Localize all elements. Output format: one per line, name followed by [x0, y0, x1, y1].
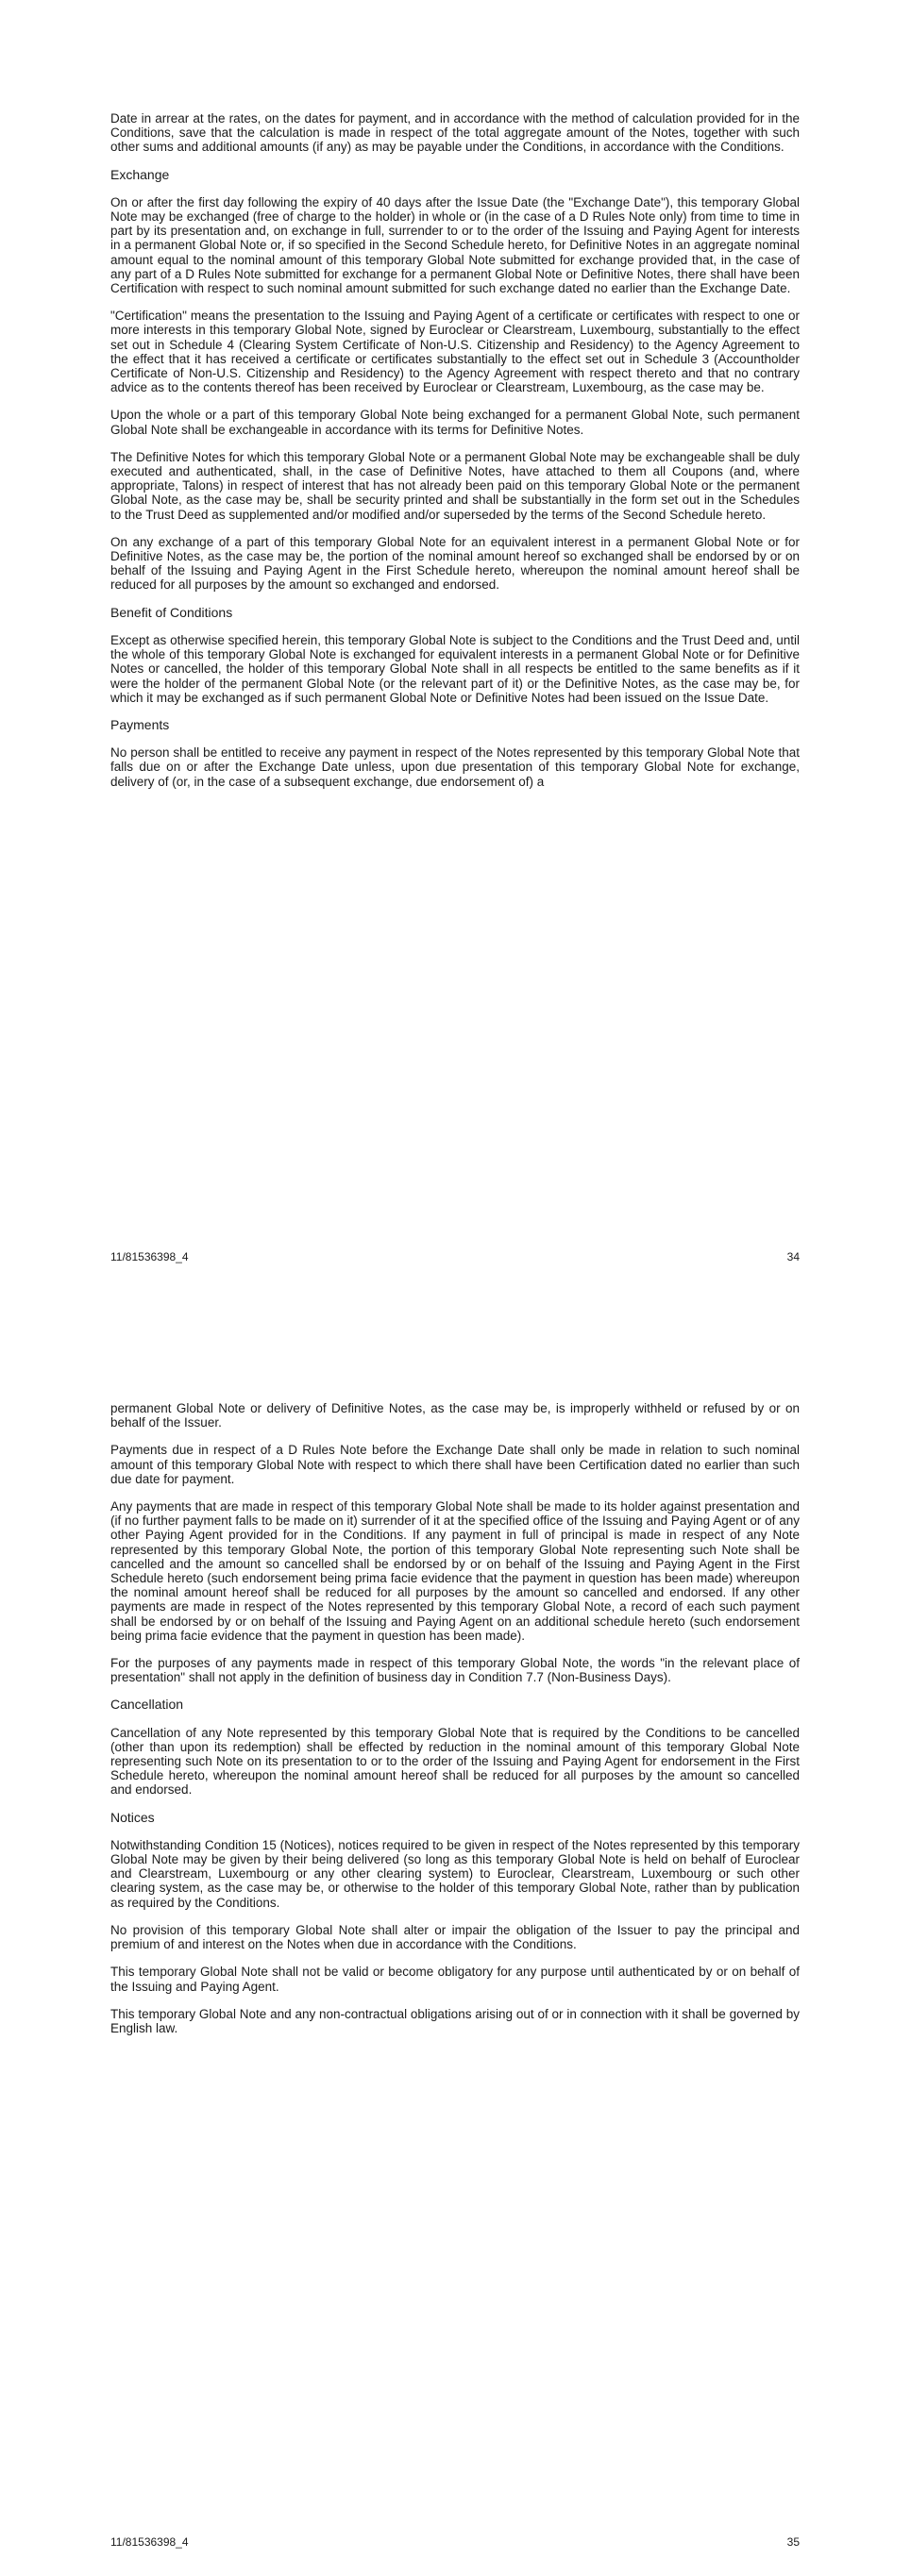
section-heading-benefit-of-conditions: Benefit of Conditions — [110, 604, 233, 620]
paragraph-cancellation: Cancellation of any Note represented by this temporary Global Note that is required by the Conditions to be cancelled (other than upon its redemption) shall be effected by reduction in the nominal amount of this temporary Global Note representing such Note on its presentation to or to the order of the Issuing and Paying Agent for endorsement in the First Schedule hereto, whereupon the nominal amount hereof shall be reduced for all purposes by the amount so cancelled and endorsed. — [110, 1725, 800, 1798]
page-footer — [110, 2535, 800, 2549]
paragraph-exchange-terms: On or after the first day following the expiry of 40 days after the Issue Date (the "Exchange Date"), this temporary Global Note may be exchanged (free of charge to the holder) in whole or (in the case of a D Rules Note only) from time to time in part by its presentation and, on exchange in full, surrender to or to the order of the Issuing and Paying Agent for interests in a permanent Global Note or, if so specified in the Second Schedule hereto, for Definitive Notes in an aggregate nominal amount equal to the nominal amount of this temporary Global Note submitted for exchange provided that, in the case of any part of a D Rules Note submitted for exchange for a permanent Global Note or Definitive Notes, there shall have been Certification with respect to such nominal amount submitted for such exchange dated no earlier than the Exchange Date. — [110, 194, 800, 296]
paragraph-notices: Notwithstanding Condition 15 (Notices), notices required to be given in respect of the Notes represented by this temporary Global Note may be given by their being delivered (so long as this temporary Global Note is held on behalf of Euroclear and Clearstream, Luxembourg or any other clearing system) to Euroclear, Clearstream, Luxembourg or such other clearing system, as the case may be, or otherwise to the holder of this temporary Global Note, rather than by publication as required by the Conditions. — [110, 1837, 800, 1910]
paragraph-payments-entitlement: No person shall be entitled to receive any payment in respect of the Notes represented by this temporary Global Note that falls due on or after the Exchange Date unless, upon due presentation of this temporary Global Note for exchange, delivery of (or, in the case of a subsequent exchange, due endorsement of) a — [110, 745, 800, 789]
page-body — [110, 1401, 800, 2049]
section-heading-payments: Payments — [110, 716, 170, 732]
footer-page-number: 34 — [786, 1250, 800, 1263]
paragraph-issuer-obligation: No provision of this temporary Global Note shall alter or impair the obligation of the Issuer to pay the principal and premium of and interest on the Notes when due in accordance with the Conditions. — [110, 1922, 800, 1952]
paragraph-governing-law: This temporary Global Note and any non-contractual obligations arising out of or in connection with it shall be governed by English law. — [110, 2006, 800, 2035]
footer-document-reference: 11/81536398_4 — [110, 1250, 189, 1263]
paragraph-d-rules-payments: Payments due in respect of a D Rules Note before the Exchange Date shall only be made in relation to such nominal amount of this temporary Global Note with respect to which there shall have been Certification dated no earlier than such due date for payment. — [110, 1443, 800, 1486]
paragraph-authentication: This temporary Global Note shall not be valid or become obligatory for any purpose until authenticated by or on behalf of the Issuing and Paying Agent. — [110, 1965, 800, 1994]
section-heading-cancellation: Cancellation — [110, 1697, 184, 1713]
page-footer — [110, 1250, 800, 1263]
document-page — [0, 1288, 911, 2576]
paragraph-benefit-of-conditions: Except as otherwise specified herein, this temporary Global Note is subject to the Conditions and the Trust Deed and, until the whole of this temporary Global Note is exchanged for equivalent interests in a permanent Global Note or for Definitive Notes or cancelled, the holder of this temporary Global Note shall in all respects be entitled to the same benefits as if it were the holder of the permanent Global Note (or the relevant part of it) or the Definitive Notes, as the case may be, for which it may be exchanged as if such permanent Global Note or Definitive Notes had been issued on the Issue Date. — [110, 632, 800, 705]
paragraph-partial-exchange: On any exchange of a part of this temporary Global Note for an equivalent interest in a permanent Global Note or for Definitive Notes, as the case may be, the portion of the nominal amount hereof so exchanged shall be endorsed by or on behalf of the Issuing and Paying Agent in the First Schedule hereto, whereupon the nominal amount hereof shall be reduced for all purposes by the amount so exchanged and endorsed. — [110, 534, 800, 593]
section-heading-exchange: Exchange — [110, 166, 170, 182]
paragraph-definitive-notes: The Definitive Notes for which this temporary Global Note or a permanent Global Note may be exchangeable shall be duly executed and authenticated, shall, in the case of Definitive Notes, have attached to them all Coupons (and, where appropriate, Talons) in respect of interest that has not already been paid on this temporary Global Note or the permanent Global Note, as the case may be, shall be security printed and shall be substantially in the form set out in the Schedules to the Trust Deed as supplemented and/or modified and/or superseded by the terms of the Second Schedule hereto. — [110, 449, 800, 522]
page-body — [110, 111, 800, 802]
paragraph-payments-continued: permanent Global Note or delivery of Definitive Notes, as the case may be, is improperly withheld or refused by or on behalf of the Issuer. — [110, 1401, 800, 1430]
paragraph-permanent-exchange: Upon the whole or a part of this temporary Global Note being exchanged for a permanent Global Note, such permanent Global Note shall be exchangeable in accordance with its terms for Definitive Notes. — [110, 408, 800, 437]
section-heading-notices: Notices — [110, 1809, 155, 1825]
paragraph-place-of-presentation: For the purposes of any payments made in respect of this temporary Global Note, the words "in the relevant place of presentation" shall not apply in the definition of business day in Condition 7.7 (Non-Business Days). — [110, 1656, 800, 1685]
paragraph-certification-definition: "Certification" means the presentation to the Issuing and Paying Agent of a certificate or certificates with respect to one or more interests in this temporary Global Note, signed by Euroclear or Clearstream, Luxembourg, substantially to the effect set out in Schedule 4 (Clearing System Certificate of Non-U.S. Citizenship and Residency) to the Agency Agreement to the effect that it has received a certificate or certificates substantially to the effect set out in Schedule 3 (Accountholder Certificate of Non-U.S. Citizenship and Residency) to the Agency Agreement with respect thereto and that no contrary advice as to the contents thereof has been received by Euroclear or Clearstream, Luxembourg, as the case may be. — [110, 309, 800, 395]
paragraph-interest-calculation: Date in arrear at the rates, on the dates for payment, and in accordance with the method of calculation provided for in the Conditions, save that the calculation is made in respect of the total aggregate amount of the Notes, together with such other sums and additional amounts (if any) as may be payable under the Conditions, in accordance with the Conditions. — [110, 111, 800, 155]
footer-document-reference: 11/81536398_4 — [110, 2535, 189, 2549]
paragraph-payment-presentation: Any payments that are made in respect of this temporary Global Note shall be made to its holder against presentation and (if no further payment falls to be made on it) surrender of it at the specified office of the Issuing and Paying Agent or of any other Paying Agent provided for in the Conditions. If any payment in full of principal is made in respect of any Note represented by this temporary Global Note, the portion of this temporary Global Note representing such Note shall be cancelled and the amount so cancelled shall be endorsed by or on behalf of the Issuing and Paying Agent in the First Schedule hereto (such endorsement being prima facie evidence that the payment in question has been made) whereupon the nominal amount hereof shall be reduced for all purposes by the amount so cancelled and endorsed. If any other payments are made in respect of the Notes represented by this temporary Global Note, a record of each such payment shall be endorsed by or on behalf of the Issuing and Paying Agent on an additional schedule hereto (such endorsement being prima facie evidence that the payment in question has been made). — [110, 1499, 800, 1643]
footer-page-number: 35 — [786, 2535, 800, 2549]
